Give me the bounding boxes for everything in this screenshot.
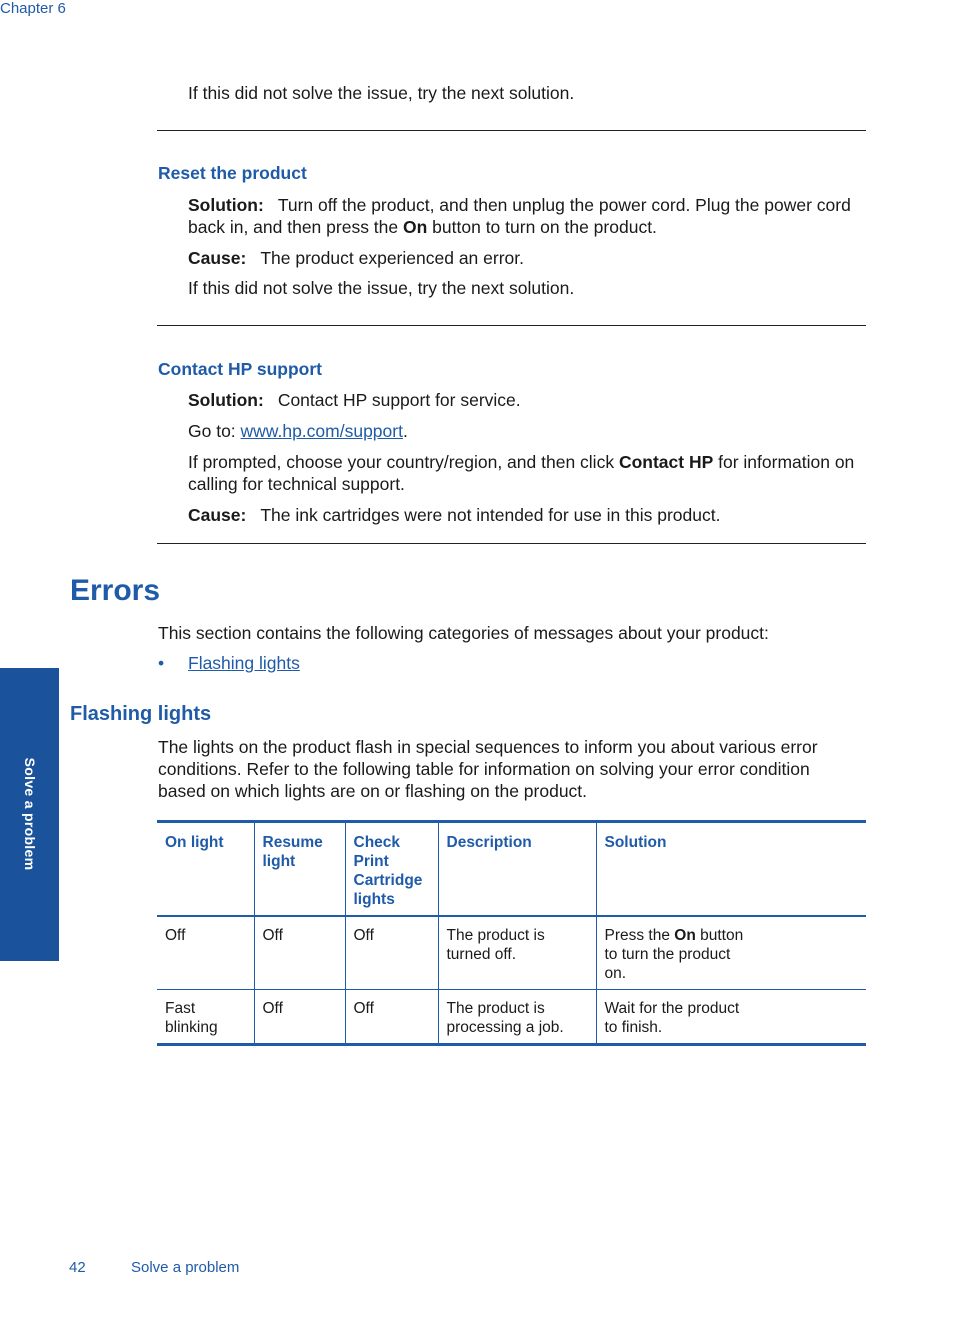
- cell-resume-light: Off: [254, 916, 345, 990]
- table-header-row: [157, 822, 866, 917]
- try-next-text: If this did not solve the issue, try the next solution.: [188, 83, 575, 103]
- flashing-lights-link[interactable]: Flashing lights: [188, 653, 300, 673]
- solution-label: Solution:: [188, 390, 264, 410]
- col-solution: Solution: [596, 822, 866, 917]
- on-button-name: On: [403, 217, 428, 237]
- cause-text: The ink cartridges were not intended for use in this product.: [260, 505, 721, 525]
- prompt-text-end: for information on calling for technical support.: [188, 452, 855, 494]
- solution-text: Press the: [604, 927, 675, 944]
- goto-label: Go to:: [188, 421, 241, 441]
- reset-solution: [188, 194, 858, 238]
- table-row: [157, 916, 866, 990]
- cell-check-light: Off: [345, 990, 438, 1045]
- solution-label: Solution:: [188, 195, 264, 215]
- page-number: 42: [69, 1259, 86, 1276]
- errors-bullet-list: [158, 652, 164, 674]
- solution-text: Turn off the product, and then unplug the power cord. Plug the power cord back in, and then press the: [188, 195, 851, 237]
- contact-cause: [188, 504, 720, 526]
- flashing-heading: Flashing lights: [70, 703, 212, 725]
- contact-goto: [188, 420, 408, 442]
- solution-text: Wait for the product to finish.: [604, 1000, 740, 1036]
- chapter-label: Chapter 6: [0, 0, 66, 17]
- on-button-name: On: [674, 927, 696, 944]
- support-link[interactable]: www.hp.com/support: [240, 421, 403, 441]
- flashing-body: The lights on the product flash in special sequences to inform you about various error conditions. Refer to the following table for information on solving your error condition based on which lights are on or flashing on the product.: [158, 737, 818, 801]
- errors-intro: This section contains the following categories of messages about your product:: [158, 623, 769, 643]
- side-tab-label: Solve a problem: [22, 757, 38, 871]
- footer-section: Solve a problem: [131, 1259, 240, 1276]
- errors-title: Errors: [70, 574, 161, 607]
- solution-text-end: button to turn the product on.: [604, 927, 744, 982]
- goto-period: .: [402, 421, 408, 441]
- flashing-lights-table: [157, 820, 866, 1046]
- reset-heading: Reset the product: [158, 163, 307, 183]
- reset-next-text: If this did not solve the issue, try the next solution.: [188, 278, 575, 298]
- cause-label: Cause:: [188, 248, 247, 268]
- prompt-text: If prompted, choose your country/region, and then click: [188, 452, 619, 472]
- cause-label: Cause:: [188, 505, 247, 525]
- divider: [157, 543, 866, 544]
- cell-on-light: Off: [157, 916, 254, 990]
- side-section-tab: [0, 668, 59, 961]
- contact-heading: Contact HP support: [158, 359, 322, 379]
- cell-resume-light: Off: [254, 990, 345, 1045]
- contact-solution: [188, 389, 521, 411]
- bullet-marker: •: [158, 653, 165, 673]
- cell-on-light: Fast blinking: [157, 990, 254, 1045]
- cell-solution: [596, 990, 866, 1045]
- divider: [157, 325, 866, 326]
- divider: [157, 130, 866, 131]
- reset-cause: [188, 247, 524, 269]
- errors-list-item: [188, 652, 300, 674]
- col-on-light: On light: [157, 822, 254, 917]
- contact-hp-name: Contact HP: [618, 452, 714, 472]
- col-resume-light: Resume light: [254, 822, 345, 917]
- contact-prompt: [188, 451, 868, 495]
- cause-text: The product experienced an error.: [260, 248, 524, 268]
- solution-text: Contact HP support for service.: [277, 390, 521, 410]
- cell-check-light: Off: [345, 916, 438, 990]
- cell-description: The product is turned off.: [438, 916, 596, 990]
- col-check-print-cartridge: Check Print Cartridge lights: [345, 822, 438, 917]
- solution-text-end: button to turn on the product.: [427, 217, 657, 237]
- col-description: Description: [438, 822, 596, 917]
- table-row: [157, 990, 866, 1045]
- cell-description: The product is processing a job.: [438, 990, 596, 1045]
- cell-solution: [596, 916, 866, 990]
